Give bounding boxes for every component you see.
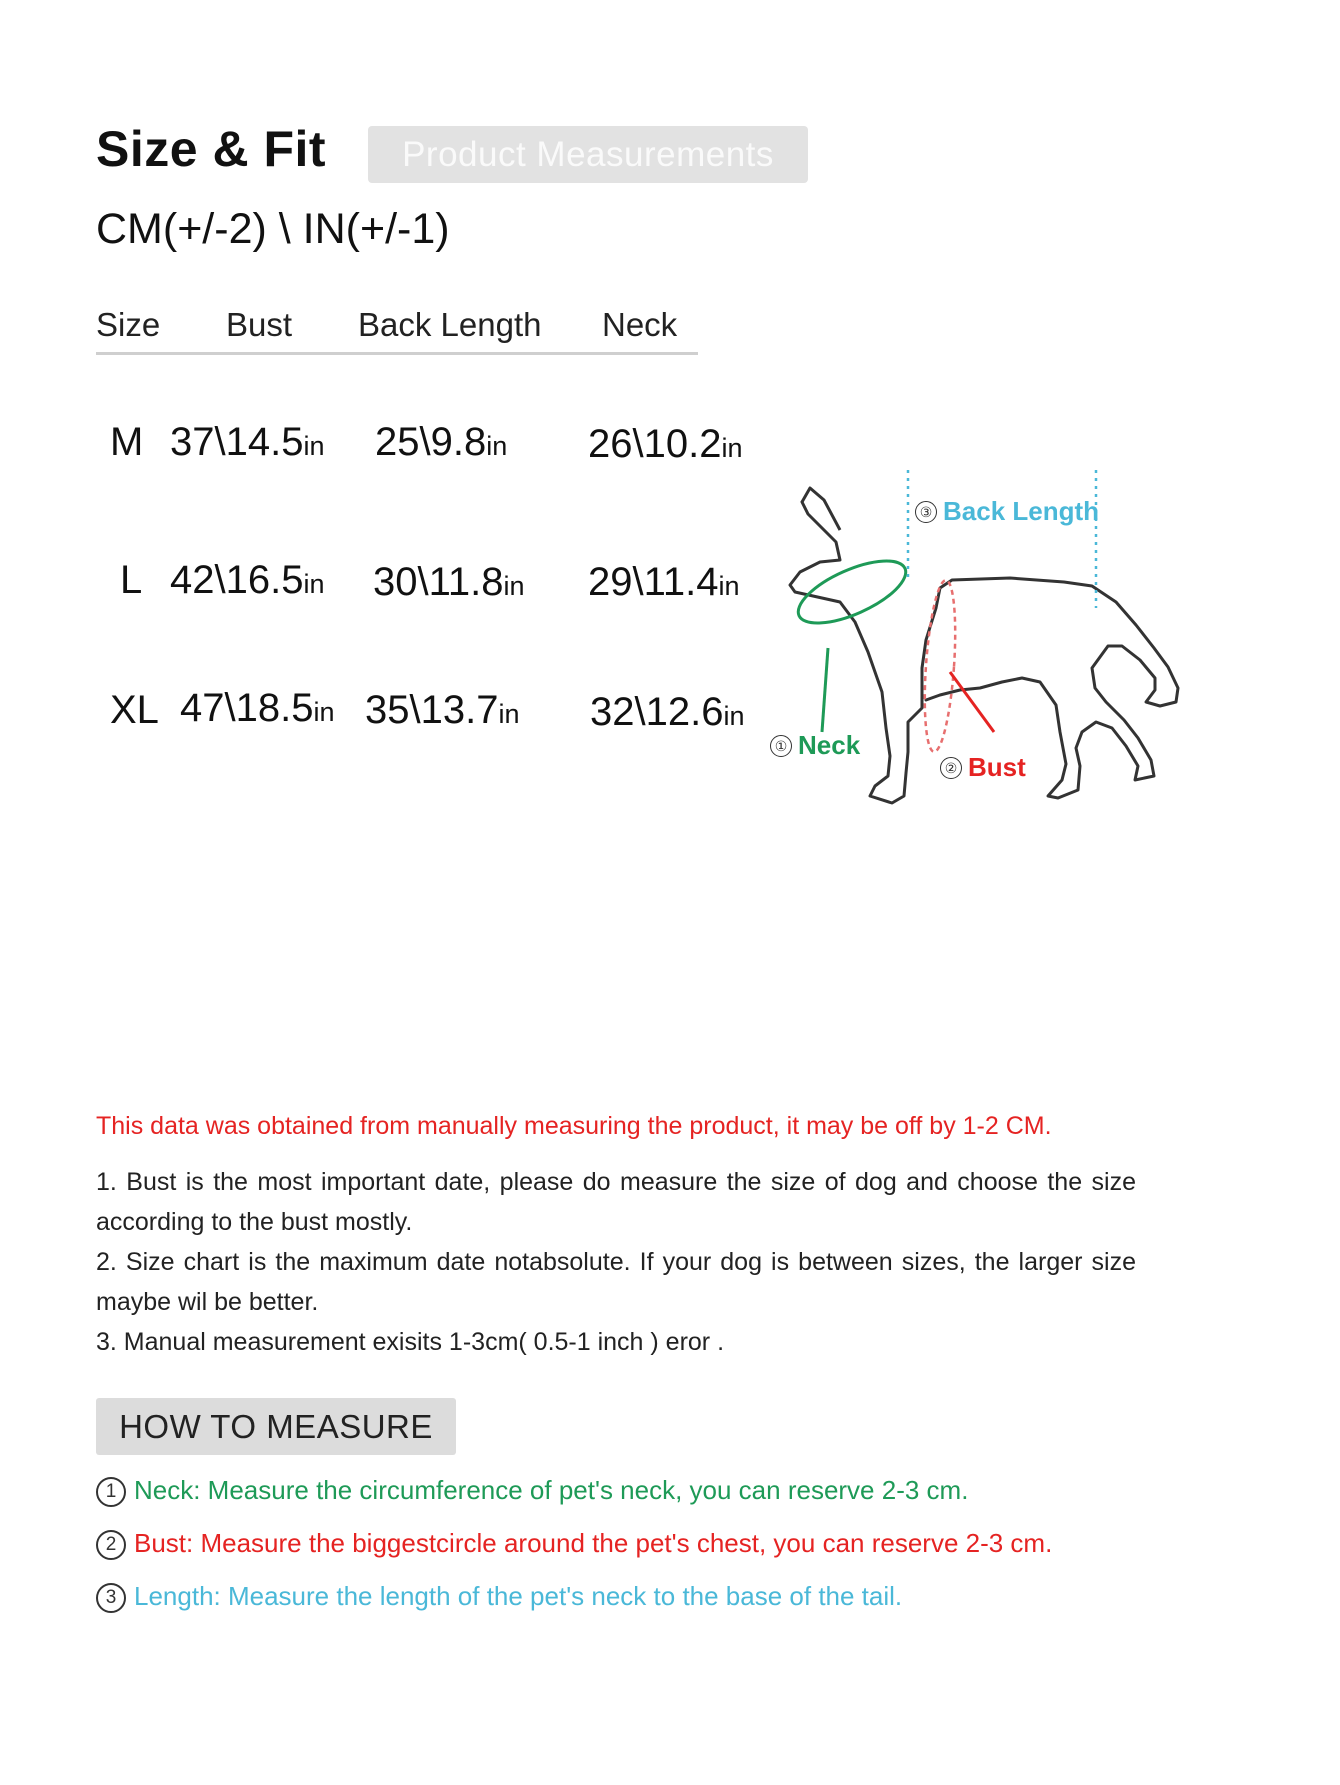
- notes-list: [96, 1162, 1136, 1362]
- diagram-label-bust: ② Bust: [940, 752, 1026, 783]
- row-l-back-length: 30\11.8in: [373, 560, 525, 604]
- product-measurements-badge: Product Measurements: [368, 126, 808, 183]
- number-1-icon: ①: [770, 735, 792, 757]
- units-tolerance: CM(+/-2) \ IN(+/-1): [96, 205, 450, 253]
- column-header-size: Size: [96, 306, 161, 343]
- row-l-neck: 29\11.4in: [588, 560, 740, 604]
- column-header-neck: Neck: [602, 306, 678, 343]
- how-to-measure-neck: 1 Neck: Measure the circumference of pet's neck, you can reserve 2-3 cm.: [96, 1475, 968, 1507]
- row-m-neck: 26\10.2in: [588, 422, 743, 466]
- neck-pointer-line: [822, 648, 828, 732]
- row-l-size: L: [120, 558, 143, 602]
- bust-pointer-line: [950, 672, 994, 732]
- how-to-measure-length: 3 Length: Measure the length of the pet's neck to the base of the tail.: [96, 1581, 902, 1613]
- row-xl-bust: 47\18.5in: [180, 686, 335, 730]
- row-m-size: M: [110, 420, 144, 464]
- number-3-icon: 3: [96, 1583, 126, 1613]
- table-header-divider: [96, 352, 698, 355]
- number-1-icon: 1: [96, 1477, 126, 1507]
- row-xl-size: XL: [110, 688, 159, 732]
- note-item: 2. Size chart is the maximum date notabsolute. If your dog is between sizes, the larger size maybe wil be better.: [96, 1248, 1136, 1316]
- measurement-disclaimer: This data was obtained from manually measuring the product, it may be off by 1-2 CM.: [96, 1112, 1052, 1140]
- number-2-icon: ②: [940, 757, 962, 779]
- how-to-measure-heading: HOW TO MEASURE: [96, 1398, 456, 1455]
- note-item: 3. Manual measurement exisits 1-3cm( 0.5-1 inch ) eror .: [96, 1328, 725, 1356]
- note-item: 1. Bust is the most important date, please do measure the size of dog and choose the size according to the bust mostly.: [96, 1168, 1136, 1236]
- row-xl-back-length: 35\13.7in: [365, 688, 520, 732]
- row-m-back-length: 25\9.8in: [375, 420, 508, 464]
- row-m-bust: 37\14.5in: [170, 420, 325, 464]
- row-l-bust: 42\16.5in: [170, 558, 325, 602]
- diagram-label-neck: ① Neck: [770, 730, 860, 761]
- neck-measure-loop: [790, 548, 914, 635]
- column-header-back-length: Back Length: [358, 306, 542, 343]
- page-title: Size & Fit: [96, 121, 327, 177]
- number-2-icon: 2: [96, 1530, 126, 1560]
- number-3-icon: ③: [915, 501, 937, 523]
- row-xl-neck: 32\12.6in: [590, 690, 745, 734]
- diagram-label-back-length: ③ Back Length: [915, 496, 1099, 527]
- dog-ear: [802, 488, 840, 530]
- column-header-bust: Bust: [226, 306, 293, 343]
- bust-measure-loop: [920, 579, 960, 753]
- how-to-measure-bust: 2 Bust: Measure the biggestcircle around the pet's chest, you can reserve 2-3 cm.: [96, 1528, 1052, 1560]
